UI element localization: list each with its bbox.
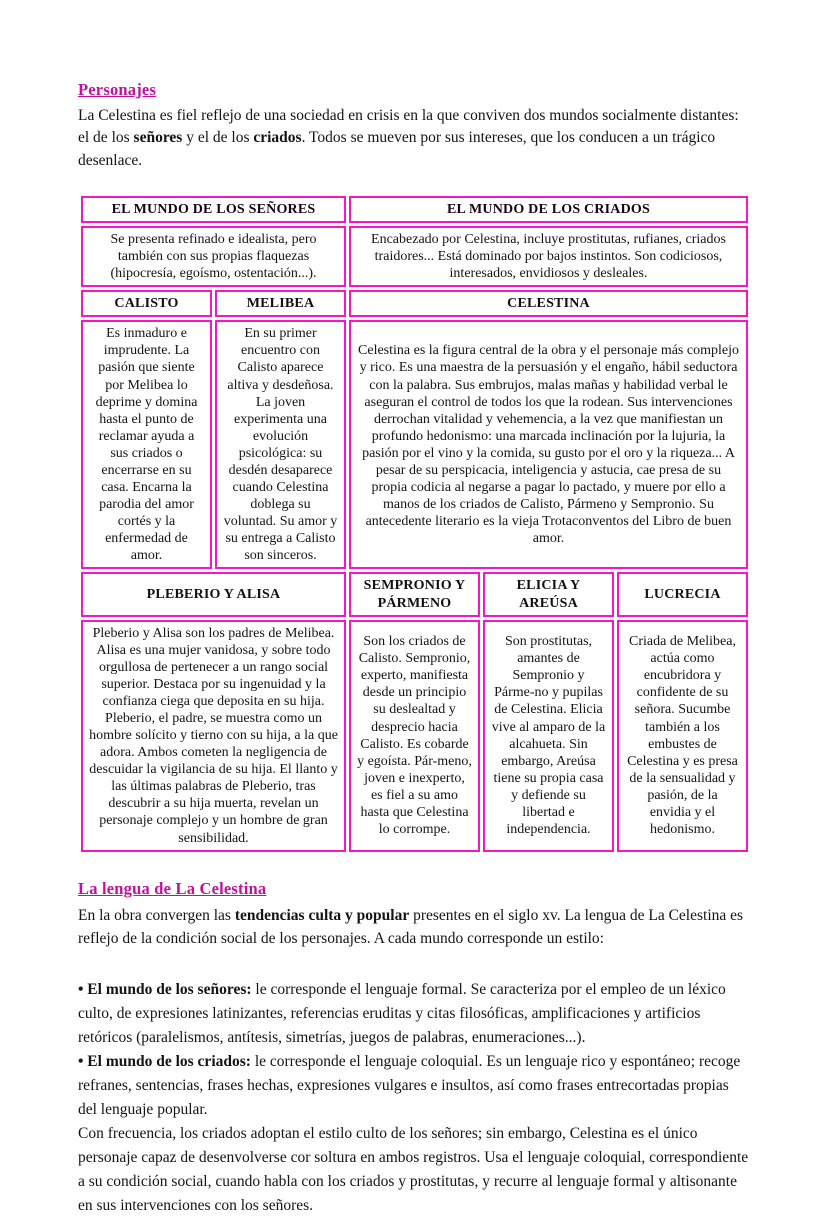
cell-lucrecia-text: Criada de Melibea, actúa como encubridora y confidente de su señora. Sucumbe también a los embustes de Celestina y es presa de la sensualidad y pasión, de la envidia y el hedonismo. (617, 620, 748, 852)
subheader-sempronio-parmeno: SEMPRONIO Y PÁRMENO (349, 572, 480, 616)
personajes-intro-paragraph (78, 105, 751, 172)
bullet-mundo-criados (78, 1050, 751, 1122)
table-row-subheaders-1 (81, 290, 748, 317)
lengua-text-1: En la obra convergen las (78, 906, 235, 924)
bullet-criados-lead: • El mundo de los criados: (78, 1053, 251, 1071)
subheader-pleberio-alisa: PLEBERIO Y ALISA (81, 572, 346, 616)
lengua-heading: La lengua de La Celestina (78, 878, 267, 898)
subheader-melibea: MELIBEA (215, 290, 346, 317)
table-row-world-descriptions (81, 226, 748, 287)
intro-bold-criados: criados (253, 129, 302, 147)
header-mundo-criados: EL MUNDO DE LOS CRIADOS (349, 196, 748, 223)
cell-sempronio-parmeno-text: Son los criados de Calisto. Sempronio, experto, manifiesta desde un principio su deslealtad y desprecio hacia Calisto. Es cobarde y egoísta. Pár-meno, joven e inexperto, es fiel a su amo hasta que Celestina lo corrompe. (349, 620, 480, 852)
cell-pleberio-alisa-text: Pleberio y Alisa son los padres de Melibea. Alisa es una mujer vanidosa, y sobre todo orgullosa de pertenecer a un rango social superior. Destaca por su ingenuidad y la confianza ciega que deposita en su hija. Pleberio, el padre, se muestra como un hombre solícito y tierno con su hija, a la que adora. Ambos cometen la negligencia de descuidar la vigilancia de su hija. El llanto y las últimas palabras de Pleberio, tras descubrir a su hija muerta, revelan un personaje complejo y un hombre de gran sensibilidad. (81, 620, 346, 852)
lengua-bullets-block (78, 978, 751, 1218)
bullet-senores-text: le corresponde el lenguaje formal. Se caracteriza por el empleo de un léxico culto, de expresiones latinizantes, referencias eruditas y citas filosóficas, amplificaciones y artificios retóricos (paralelismos, antítesis, simetrías, juegos de palabras, enumeraciones...). (78, 981, 726, 1047)
lengua-bold-tendencias: tendencias culta y popular (234, 906, 410, 924)
personajes-section (78, 80, 751, 172)
document-page (78, 80, 751, 1218)
cell-calisto-text: Es inmaduro e imprudente. La pasión que siente por Melibea lo deprime y domina hasta el punto de reclamar ayuda a sus criados o encerrarse en su casa. Encarna la parodia del amor cortés y la enfermedad de amor. (81, 320, 212, 569)
intro-text-1: La Celestina es fiel reflejo de una sociedad en crisis en la que conviven dos mundos socialmente distantes: el de los (78, 107, 739, 147)
bullet-criados-text: le corresponde el lenguaje coloquial. Es un lenguaje rico y espontáneo; recoge refranes, sentencias, frases hechas, expresiones vulgares e insultos, así como frases entrecortadas propias del lenguaje popular. (78, 1053, 741, 1119)
subheader-elicia-areusa: ELICIA Y AREÚSA (483, 572, 614, 616)
table-row-world-headers (81, 196, 748, 223)
intro-text-2: y el de los (182, 129, 254, 147)
bullet-mundo-senores (78, 978, 751, 1050)
header-mundo-senores: EL MUNDO DE LOS SEÑORES (81, 196, 346, 223)
cell-mundo-criados-desc: Encabezado por Celestina, incluye prostitutas, rufianes, criados traidores... Está dominado por bajos instintos. Son codiciosos, interesados, envidiosos y desleales. (349, 226, 748, 287)
cell-mundo-senores-desc: Se presenta refinado e idealista, pero también con sus propias flaquezas (hipocresía, egoísmo, ostentación...). (81, 226, 346, 287)
lengua-closing-paragraph: Con frecuencia, los criados adoptan el estilo culto de los señores; sin embargo, Celestina es el único personaje capaz de desenvolverse cor soltura en ambos registros. Usa el lenguaje coloquial, correspondiente a su condición social, cuando habla con los criados y prostitutas, y recurre al lenguaje formal y altisonante en sus intervenciones con los señores. (78, 1125, 749, 1215)
subheader-calisto: CALISTO (81, 290, 212, 317)
subheader-celestina: CELESTINA (349, 290, 748, 317)
intro-text-3: . Todos se mueven por sus intereses, que los conducen a un trágico desenlace. (78, 129, 716, 169)
table-row-subheaders-2 (81, 572, 748, 616)
cell-elicia-areusa-text: Son prostitutas, amantes de Sempronio y Párme-no y pupilas de Celestina. Elicia vive al amparo de la alcahueta. Sin embargo, Areúsa tiene su propia casa y defiende su libertad e independencia. (483, 620, 614, 852)
table-row-content-1 (81, 320, 748, 569)
cell-celestina-text: Celestina es la figura central de la obra y el personaje más complejo y rico. Es una maestra de la persuasión y el engaño, hábil seductora con la palabra. Sus embrujos, malas mañas y habilidad verbal le aseguran el control de todos los que la rodean. Sus intervenciones derrochan vitalidad y vehemencia, a la vez que manifiestan un profundo hedonismo: una marcada inclinación por la lujuria, la pasión por el vino y la comida, su gusto por el oro y la riqueza... A pesar de su perspicacia, inteligencia y astucia, cae presa de su propia codicia al negarse a pagar lo pactado, y muere por ello a manos de los criados de Calisto, Pármeno y Sempronio. Su antecedente literario es la vieja Trotaconventos del Libro de buen amor. (349, 320, 748, 569)
lengua-intro-paragraph (78, 904, 751, 951)
subheader-lucrecia: LUCRECIA (617, 572, 748, 616)
intro-bold-senores: señores (133, 129, 183, 147)
cell-melibea-text: En su primer encuentro con Calisto aparece altiva y desdeñosa. La joven experimenta una evolución psicológica: su desdén desaparece cuando Celestina doblega su voluntad. Su amor y su entrega a Calisto son sinceros. (215, 320, 346, 569)
personajes-heading: Personajes (78, 80, 157, 99)
bullet-senores-lead: • El mundo de los señores: (78, 981, 252, 999)
personajes-table (78, 193, 751, 855)
lengua-section (78, 879, 751, 1218)
lengua-text-2: presentes en el siglo xv. La lengua de La Celestina es reflejo de la condición social de los personajes. A cada mundo corresponde un estilo: (78, 906, 744, 947)
table-row-content-2 (81, 620, 748, 852)
